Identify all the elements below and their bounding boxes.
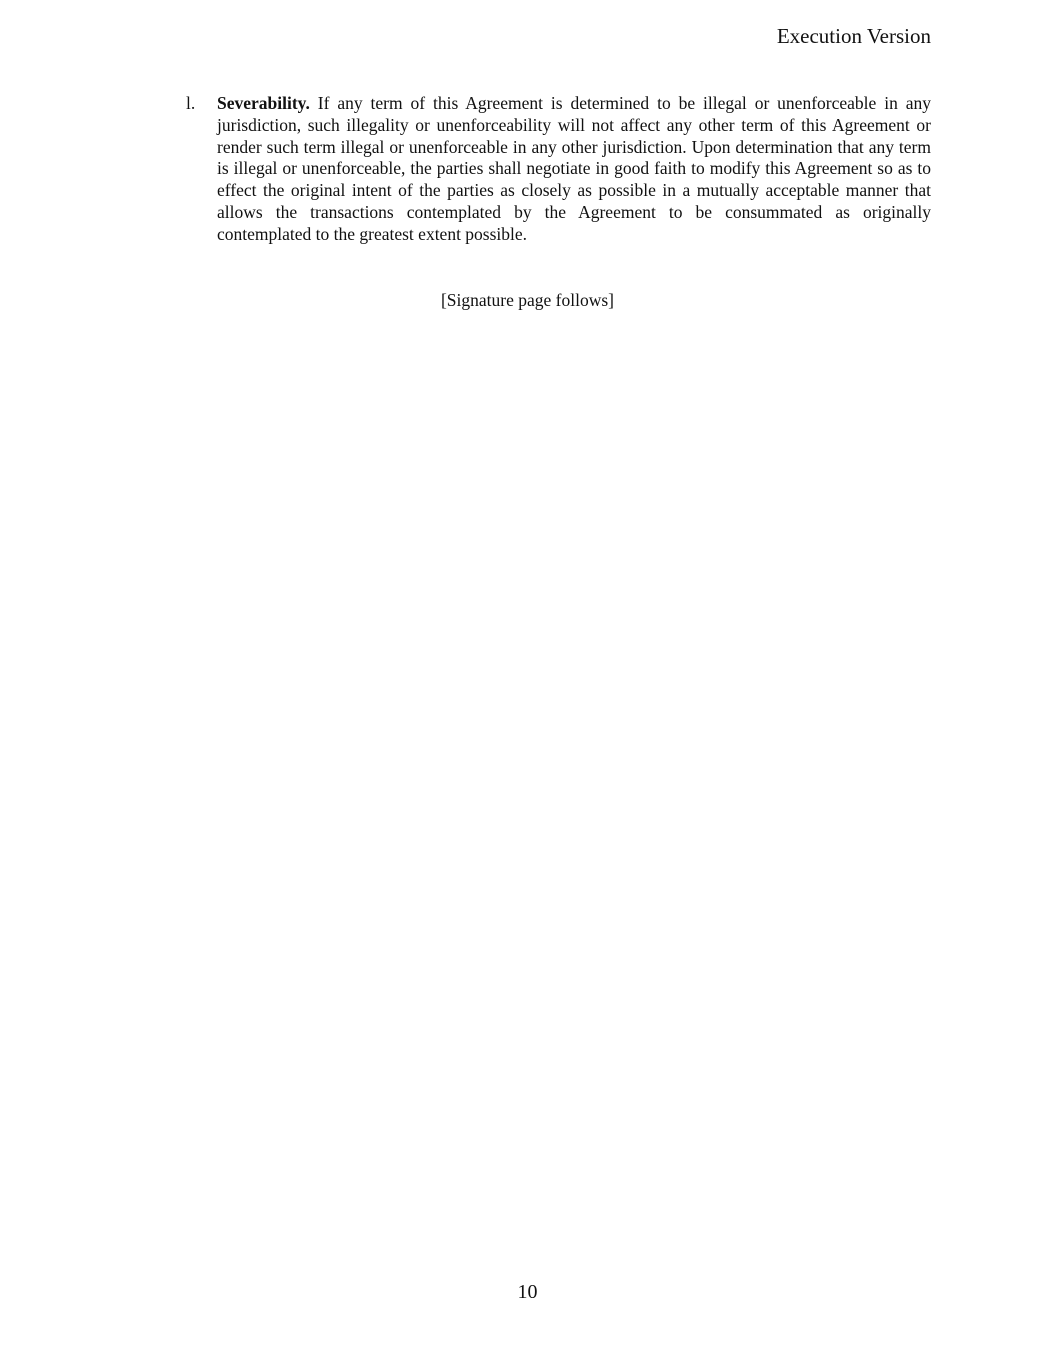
page-number: 10 bbox=[517, 1281, 538, 1303]
section-heading: Severability. bbox=[217, 93, 310, 113]
section-number: l. bbox=[186, 93, 196, 113]
header-execution-version: Execution Version bbox=[776, 24, 931, 48]
signature-page-note: [Signature page follows] bbox=[440, 290, 614, 310]
section-body-text: If any term of this Agreement is determined to be illegal or unenforceable in any jurisdiction, such illegality or unenforceability will not affect any other term of this Agreement or render such term illegal or unenforceable in any other jurisdiction. Upon determination that any term is illegal or unenforceable, the parties shall negotiate in good faith to modify this Agreement so as to effect the original intent of the parties as closely as possible in a mutually acceptable manner that allows the transactions contemplated by the Agreement to be consummated as originally contemplated to the greatest extent possible. bbox=[217, 93, 931, 244]
severability-section bbox=[186, 93, 931, 246]
section-paragraph bbox=[217, 93, 931, 246]
